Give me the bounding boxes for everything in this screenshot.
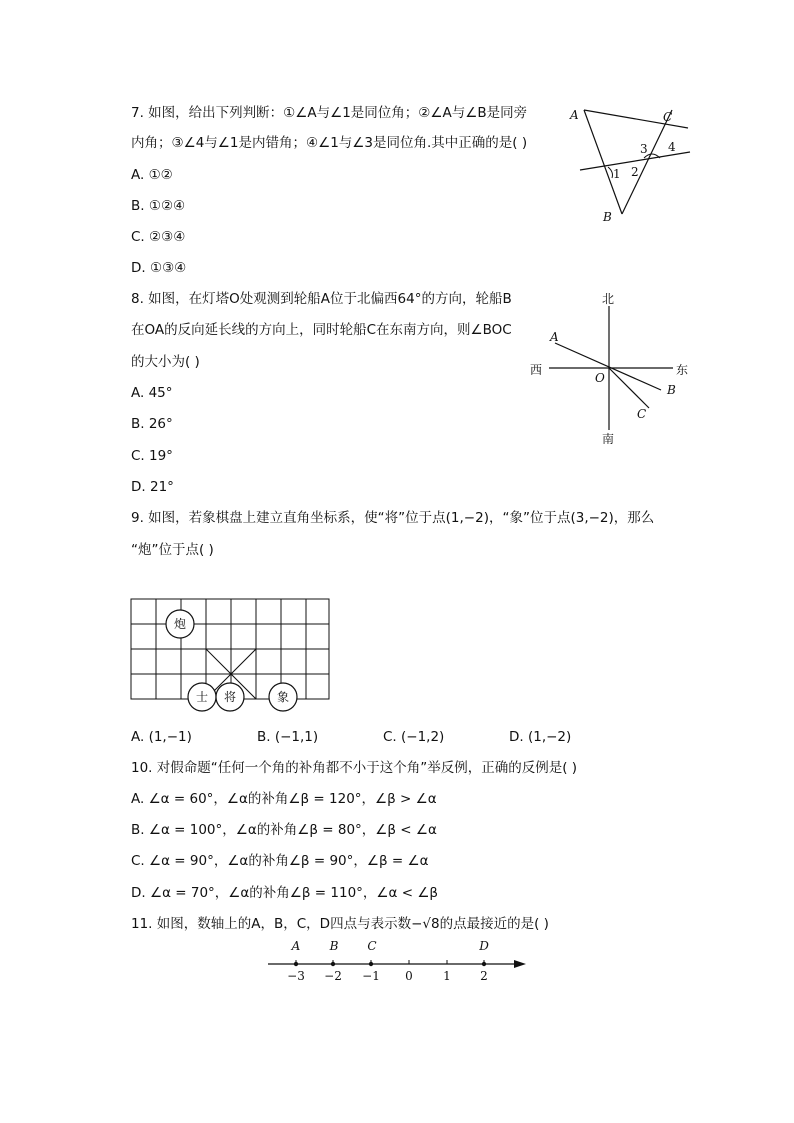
q10-option-a[interactable]: A. ∠α = 60°，∠α的补角∠β = 120°，∠β > ∠α xyxy=(131,791,437,807)
q7-option-d[interactable]: D. ①③④ xyxy=(131,260,187,276)
q8-stem-line3: 的大小为( ) xyxy=(131,354,200,370)
q11-point-b xyxy=(331,962,335,966)
q7-label-4: 4 xyxy=(668,140,676,154)
q9-option-c[interactable]: C. (−1,2) xyxy=(383,729,445,745)
q8-option-a[interactable]: A. 45° xyxy=(131,385,173,401)
q11-axis-arrow xyxy=(514,960,526,968)
q7-stem-line1: 7. 如图，给出下列判断：①∠A与∠1是同位角；②∠A与∠B是同旁 xyxy=(131,105,528,121)
q8-label-o: O xyxy=(595,371,605,385)
q11-tick-2: 2 xyxy=(480,969,488,983)
q11-label-d: D xyxy=(479,939,489,953)
q8-label-c: C xyxy=(637,407,647,421)
q7-label-c: C xyxy=(663,110,673,124)
q7-line-ab xyxy=(584,110,622,214)
q8-stem-line1: 8. 如图，在灯塔O处观测到轮船A位于北偏西64°的方向，轮船B xyxy=(131,291,512,307)
q11-label-a: A xyxy=(291,939,301,953)
q11-point-c xyxy=(369,962,373,966)
q9-chessboard-figure xyxy=(126,594,336,718)
q7-label-b: B xyxy=(603,210,612,224)
q8-stem-line2: 在OA的反向延长线的方向上，同时轮船C在东南方向，则∠BOC xyxy=(131,322,512,338)
q9-piece-pao xyxy=(166,610,194,638)
q7-label-1: 1 xyxy=(613,167,621,181)
svg-text:士: 士 xyxy=(195,690,209,704)
q7-stem-line2: 内角；③∠4与∠1是内错角；④∠1与∠3是同位角.其中正确的是( ) xyxy=(131,135,528,151)
q8-ray-ob xyxy=(555,343,661,390)
q8-option-b[interactable]: B. 26° xyxy=(131,416,173,432)
q9-option-a[interactable]: A. (1,−1) xyxy=(131,729,192,745)
q8-ray-oc xyxy=(609,368,649,408)
q10-option-b[interactable]: B. ∠α = 100°，∠α的补角∠β = 80°，∠β < ∠α xyxy=(131,822,437,838)
svg-text:炮: 炮 xyxy=(173,617,187,631)
q10-option-c[interactable]: C. ∠α = 90°，∠α的补角∠β = 90°，∠β = ∠α xyxy=(131,853,429,869)
q11-tick-neg3: −3 xyxy=(287,969,305,983)
q9-option-d[interactable]: D. (1,−2) xyxy=(509,729,572,745)
q11-tick-1: 1 xyxy=(443,969,451,983)
q10-option-d[interactable]: D. ∠α = 70°，∠α的补角∠β = 110°，∠α < ∠β xyxy=(131,885,439,901)
q9-stem-line1: 9. 如图，若象棋盘上建立直角坐标系，使“将”位于点(1,−2)，“象”位于点(3,−2)，那么 xyxy=(131,510,655,526)
q11-tick-neg1: −1 xyxy=(362,969,380,983)
q8-compass-figure xyxy=(525,288,695,448)
q11-number-line-figure xyxy=(262,934,532,986)
svg-text:将: 将 xyxy=(223,690,237,704)
q11-label-c: C xyxy=(367,939,377,953)
q8-option-d[interactable]: D. 21° xyxy=(131,479,174,495)
q8-east-label: 东 xyxy=(676,363,689,377)
q8-label-b: B xyxy=(667,383,676,397)
q7-triangle-figure xyxy=(560,100,700,230)
q7-line-ac xyxy=(584,110,688,128)
q7-option-c[interactable]: C. ②③④ xyxy=(131,229,186,245)
q9-option-b[interactable]: B. (−1,1) xyxy=(257,729,319,745)
q8-west-label: 西 xyxy=(530,363,543,377)
svg-text:象: 象 xyxy=(276,690,290,704)
q11-label-b: B xyxy=(329,939,339,953)
q9-piece-shi xyxy=(188,683,216,711)
q11-stem: 11. 如图，数轴上的A，B，C，D四点与表示数−√8的点最接近的是( ) xyxy=(131,916,549,932)
q7-label-a: A xyxy=(570,108,579,122)
q11-tick-neg2: −2 xyxy=(324,969,342,983)
q11-point-a xyxy=(294,962,298,966)
q11-tick-0: 0 xyxy=(405,969,413,983)
q9-piece-xiang xyxy=(269,683,297,711)
q7-label-3: 3 xyxy=(640,142,648,156)
q8-south-label: 南 xyxy=(602,432,615,446)
q10-stem: 10. 对假命题“任何一个角的补角都不小于这个角”举反例，正确的反例是( ) xyxy=(131,760,578,776)
q7-option-b[interactable]: B. ①②④ xyxy=(131,198,186,214)
q9-piece-jiang xyxy=(216,683,244,711)
q9-stem-line2: “炮”位于点( ) xyxy=(131,542,214,558)
q7-option-a[interactable]: A. ①② xyxy=(131,167,173,183)
q8-option-c[interactable]: C. 19° xyxy=(131,448,173,464)
q8-label-a: A xyxy=(550,330,559,344)
q7-label-2: 2 xyxy=(631,165,639,179)
q8-north-label: 北 xyxy=(602,292,615,306)
q11-point-d xyxy=(482,962,486,966)
